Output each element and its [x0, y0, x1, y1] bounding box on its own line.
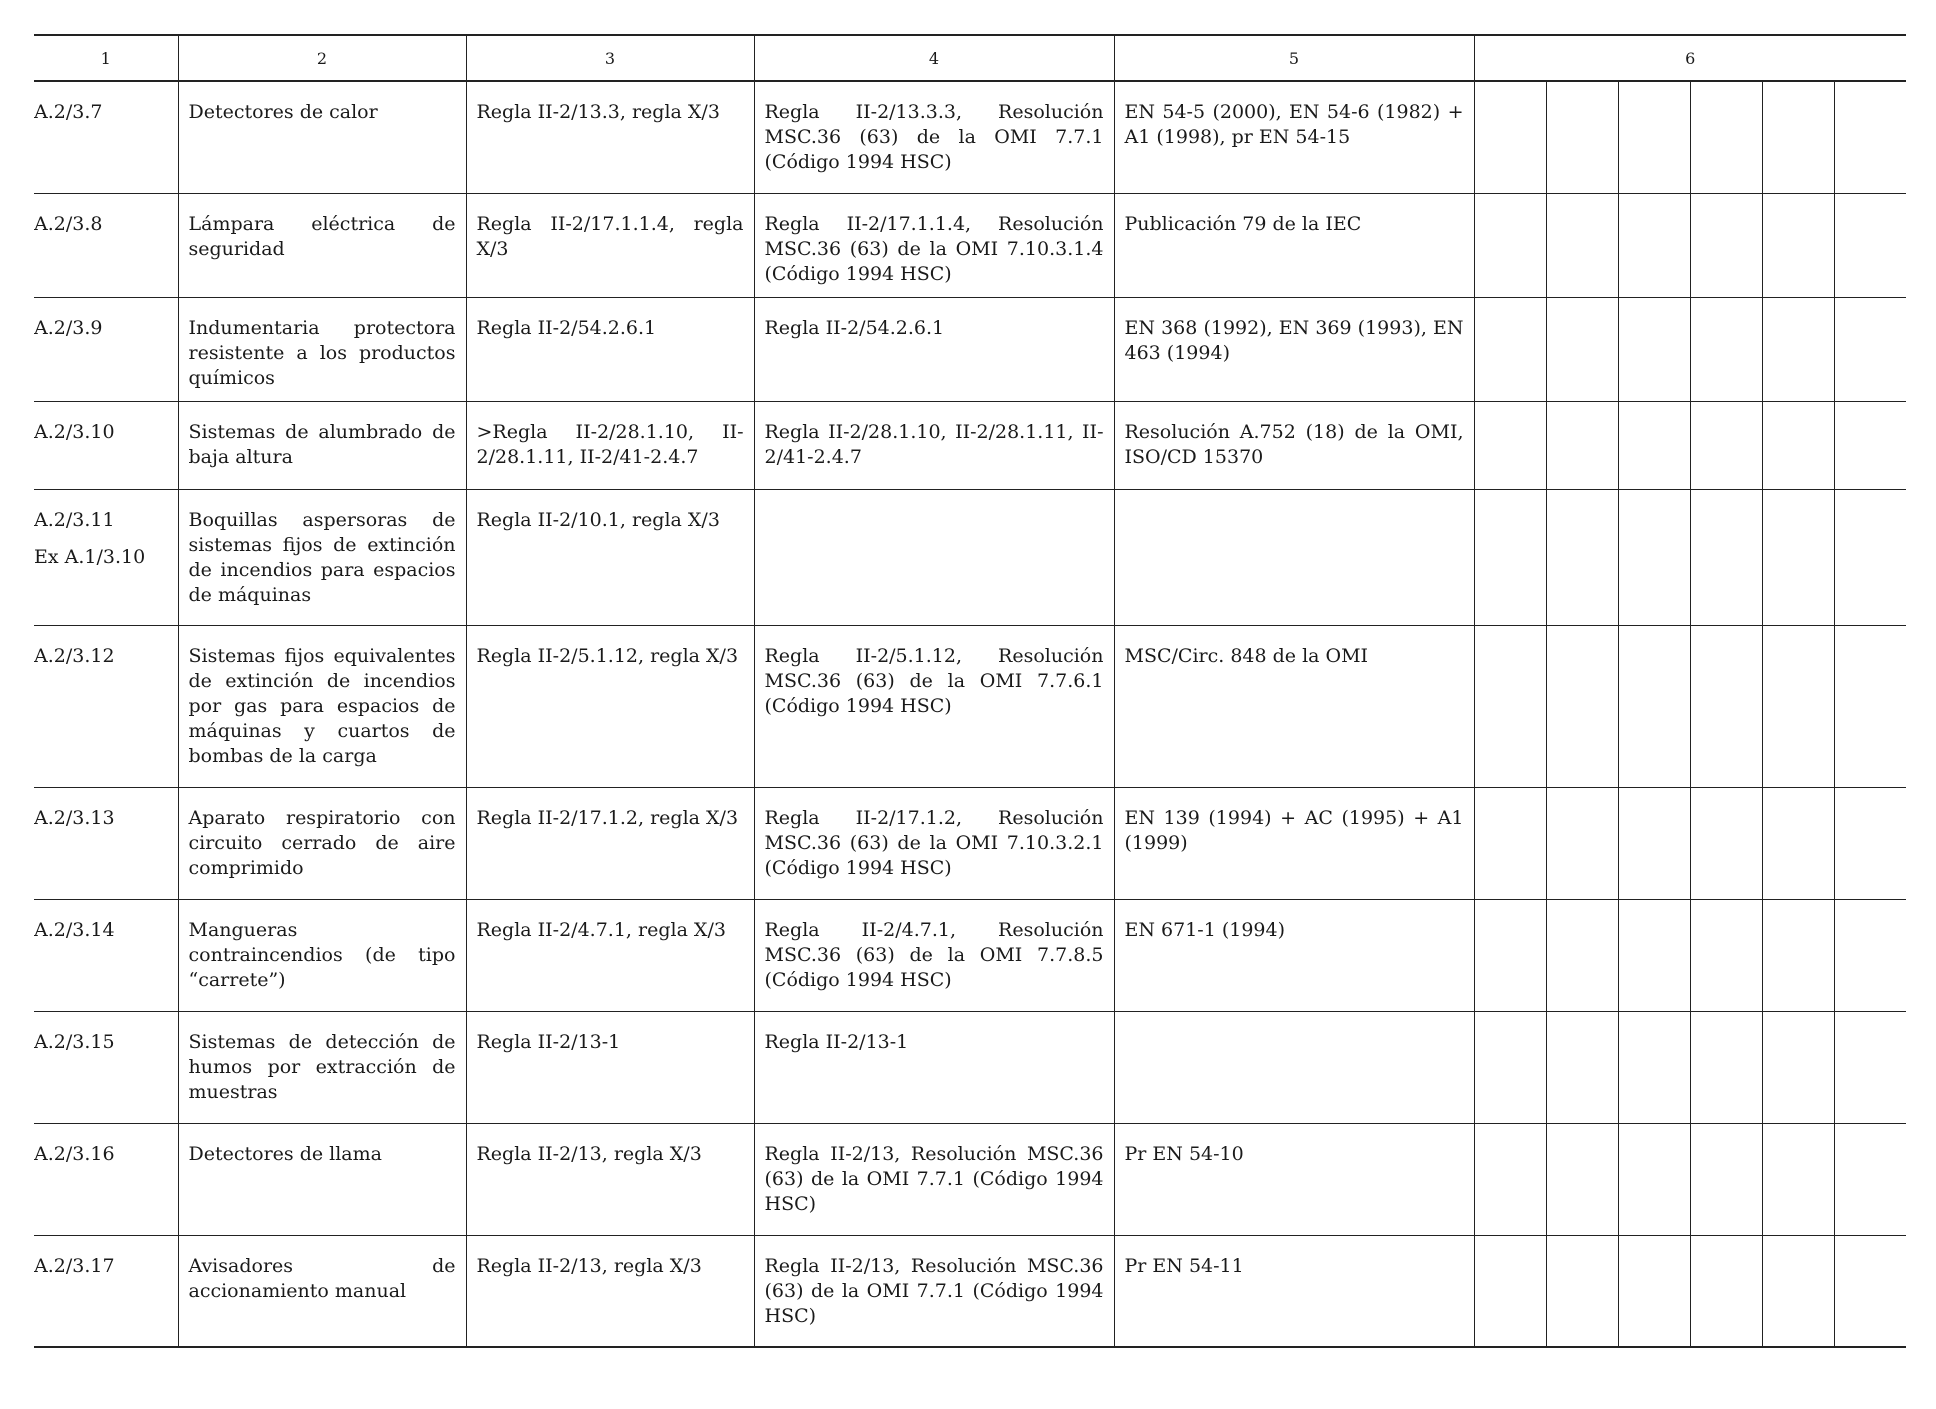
row-regulation-b: Regla II-2/4.7.1, Resolución MSC.36 (63) de la OMI 7.7.8.5 (Código 1994 HSC) — [754, 899, 1114, 1011]
row-item: Sistemas de alumbrado de baja altura — [178, 401, 466, 489]
row-regulation-a: Regla II-2/10.1, regla X/3 — [466, 489, 754, 625]
row-subcolumn-cell — [1834, 489, 1906, 625]
row-regulation-b: Regla II-2/13, Resolución MSC.36 (63) de la OMI 7.7.1 (Código 1994 HSC) — [754, 1235, 1114, 1347]
row-code: A.2/3.7 — [34, 101, 103, 123]
row-code: A.2/3.8 — [34, 212, 103, 235]
row-subcolumn-cell — [1690, 625, 1762, 787]
row-regulation-a: >Regla II-2/28.1.10, II-2/28.1.11, II-2/41-2.4.7 — [466, 401, 754, 489]
row-subcolumn-cell — [1546, 625, 1618, 787]
row-regulation-b: Regla II-2/13.3.3, Resolución MSC.36 (63) de la OMI 7.7.1 (Código 1994 HSC) — [754, 81, 1114, 193]
row-subcolumn-cell — [1474, 1235, 1546, 1347]
row-code: A.2/3.15 — [34, 1030, 115, 1053]
row-subcolumn-cell — [1474, 489, 1546, 625]
row-subcolumn-cell — [1834, 787, 1906, 899]
column-header-1: 1 — [34, 35, 178, 81]
table-row — [34, 297, 1906, 401]
row-regulation-a: Regla II-2/17.1.1.4, regla X/3 — [466, 193, 754, 297]
row-subcolumn-cell — [1546, 1123, 1618, 1235]
row-standards: Pr EN 54-10 — [1114, 1123, 1474, 1235]
row-subcolumn-cell — [1762, 1235, 1834, 1347]
row-subcolumn-cell — [1474, 787, 1546, 899]
row-subcolumn-cell — [1546, 81, 1618, 193]
row-code-cell — [34, 625, 178, 787]
row-subcolumn-cell — [1690, 899, 1762, 1011]
row-code-cell — [34, 81, 178, 193]
row-code-cell — [34, 787, 178, 899]
row-subcolumn-cell — [1546, 297, 1618, 401]
table-row — [34, 1235, 1906, 1347]
row-item: Lámpara eléctrica de seguridad — [178, 193, 466, 297]
equipment-table — [34, 34, 1906, 1348]
column-header-3: 3 — [466, 35, 754, 81]
row-standards: EN 368 (1992), EN 369 (1993), EN 463 (1994) — [1114, 297, 1474, 401]
table-row — [34, 401, 1906, 489]
row-standards: Pr EN 54-11 — [1114, 1235, 1474, 1347]
row-subcolumn-cell — [1690, 489, 1762, 625]
row-regulation-a: Regla II-2/13.3, regla X/3 — [466, 81, 754, 193]
row-subcolumn-cell — [1546, 489, 1618, 625]
row-subcolumn-cell — [1762, 625, 1834, 787]
row-regulation-b: Regla II-2/17.1.2, Resolución MSC.36 (63) de la OMI 7.10.3.2.1 (Código 1994 HSC) — [754, 787, 1114, 899]
row-subcolumn-cell — [1474, 81, 1546, 193]
row-code-cell — [34, 401, 178, 489]
row-regulation-b: Regla II-2/17.1.1.4, Resolución MSC.36 (63) de la OMI 7.10.3.1.4 (Código 1994 HSC) — [754, 193, 1114, 297]
row-subcolumn-cell — [1690, 193, 1762, 297]
row-regulation-b: Regla II-2/5.1.12, Resolución MSC.36 (63) de la OMI 7.7.6.1 (Código 1994 HSC) — [754, 625, 1114, 787]
row-regulation-b: Regla II-2/13, Resolución MSC.36 (63) de la OMI 7.7.1 (Código 1994 HSC) — [754, 1123, 1114, 1235]
row-regulation-a: Regla II-2/17.1.2, regla X/3 — [466, 787, 754, 899]
row-standards — [1114, 1011, 1474, 1123]
row-subcolumn-cell — [1474, 401, 1546, 489]
row-subcolumn-cell — [1618, 297, 1690, 401]
row-regulation-a: Regla II-2/4.7.1, regla X/3 — [466, 899, 754, 1011]
row-regulation-b — [754, 489, 1114, 625]
table-row — [34, 1123, 1906, 1235]
row-subcolumn-cell — [1618, 787, 1690, 899]
row-subcolumn-cell — [1690, 787, 1762, 899]
row-item: Mangueras contraincendios (de tipo “carrete”) — [178, 899, 466, 1011]
row-subcolumn-cell — [1690, 297, 1762, 401]
row-regulation-a: Regla II-2/54.2.6.1 — [466, 297, 754, 401]
row-item: Aparato respiratorio con circuito cerrado de aire comprimido — [178, 787, 466, 899]
row-code-cell — [34, 489, 178, 625]
table-row — [34, 1011, 1906, 1123]
row-standards: EN 139 (1994) + AC (1995) + A1 (1999) — [1114, 787, 1474, 899]
row-item: Avisadores de accionamiento manual — [178, 1235, 466, 1347]
row-subcolumn-cell — [1690, 401, 1762, 489]
row-subcolumn-cell — [1618, 1011, 1690, 1123]
row-subcolumn-cell — [1546, 899, 1618, 1011]
row-regulation-a: Regla II-2/13-1 — [466, 1011, 754, 1123]
table-row — [34, 625, 1906, 787]
row-code: A.2/3.13 — [34, 806, 115, 829]
row-subcolumn-cell — [1762, 1123, 1834, 1235]
row-subcolumn-cell — [1618, 489, 1690, 625]
row-subcolumn-cell — [1834, 899, 1906, 1011]
row-regulation-b: Regla II-2/28.1.10, II-2/28.1.11, II-2/41-2.4.7 — [754, 401, 1114, 489]
table-row — [34, 193, 1906, 297]
row-subcolumn-cell — [1834, 625, 1906, 787]
row-code-cell — [34, 1123, 178, 1235]
row-code-cell — [34, 297, 178, 401]
row-code: A.2/3.16 — [34, 1142, 115, 1165]
row-item: Sistemas fijos equivalentes de extinción de incendios por gas para espacios de máquinas y cuartos de bombas de la carga — [178, 625, 466, 787]
row-code: A.2/3.10 — [34, 420, 115, 443]
row-subcolumn-cell — [1474, 193, 1546, 297]
row-regulation-b: Regla II-2/13-1 — [754, 1011, 1114, 1123]
row-standards: MSC/Circ. 848 de la OMI — [1114, 625, 1474, 787]
row-subcolumn-cell — [1690, 1235, 1762, 1347]
row-standards: Publicación 79 de la IEC — [1114, 193, 1474, 297]
row-subcolumn-cell — [1618, 899, 1690, 1011]
row-code-cell — [34, 899, 178, 1011]
row-code: A.2/3.9 — [34, 316, 103, 339]
column-header-5: 5 — [1114, 35, 1474, 81]
row-code: A.2/3.11 — [34, 508, 115, 531]
row-regulation-a: Regla II-2/13, regla X/3 — [466, 1235, 754, 1347]
row-subcolumn-cell — [1618, 81, 1690, 193]
row-subcolumn-cell — [1618, 193, 1690, 297]
row-subcolumn-cell — [1762, 899, 1834, 1011]
row-regulation-a: Regla II-2/5.1.12, regla X/3 — [466, 625, 754, 787]
row-subcolumn-cell — [1690, 1011, 1762, 1123]
row-standards: EN 671-1 (1994) — [1114, 899, 1474, 1011]
row-code: A.2/3.14 — [34, 918, 115, 941]
row-regulation-b: Regla II-2/54.2.6.1 — [754, 297, 1114, 401]
row-subcolumn-cell — [1474, 899, 1546, 1011]
row-subcolumn-cell — [1834, 1011, 1906, 1123]
row-subcolumn-cell — [1762, 297, 1834, 401]
row-subcolumn-cell — [1546, 401, 1618, 489]
table-row — [34, 787, 1906, 899]
row-item: Indumentaria protectora resistente a los productos químicos — [178, 297, 466, 401]
row-subcolumn-cell — [1690, 1123, 1762, 1235]
row-subcolumn-cell — [1762, 193, 1834, 297]
row-code: A.2/3.12 — [34, 644, 115, 667]
row-code-cell — [34, 1011, 178, 1123]
row-code-cell — [34, 193, 178, 297]
row-subcolumn-cell — [1834, 81, 1906, 193]
row-subcolumn-cell — [1546, 1235, 1618, 1347]
row-item: Sistemas de detección de humos por extracción de muestras — [178, 1011, 466, 1123]
row-subcolumn-cell — [1834, 297, 1906, 401]
equipment-table-container — [34, 34, 1906, 1348]
row-regulation-a: Regla II-2/13, regla X/3 — [466, 1123, 754, 1235]
row-subcolumn-cell — [1834, 193, 1906, 297]
row-subcolumn-cell — [1762, 81, 1834, 193]
row-code-cell — [34, 1235, 178, 1347]
row-subcolumn-cell — [1690, 81, 1762, 193]
row-item: Boquillas aspersoras de sistemas fijos de extinción de incendios para espacios de máquinas — [178, 489, 466, 625]
table-header-row — [34, 35, 1906, 81]
row-standards: Resolución A.752 (18) de la OMI, ISO/CD 15370 — [1114, 401, 1474, 489]
row-subcolumn-cell — [1474, 1011, 1546, 1123]
row-subcolumn-cell — [1474, 1123, 1546, 1235]
table-row — [34, 81, 1906, 193]
column-header-6: 6 — [1474, 35, 1906, 81]
row-subcolumn-cell — [1546, 1011, 1618, 1123]
row-subcolumn-cell — [1618, 625, 1690, 787]
row-subcolumn-cell — [1762, 787, 1834, 899]
table-row — [34, 489, 1906, 625]
row-subcolumn-cell — [1474, 297, 1546, 401]
column-header-4: 4 — [754, 35, 1114, 81]
column-header-2: 2 — [178, 35, 466, 81]
row-subcolumn-cell — [1834, 401, 1906, 489]
row-item: Detectores de llama — [178, 1123, 466, 1235]
row-subcolumn-cell — [1762, 489, 1834, 625]
row-subcolumn-cell — [1546, 787, 1618, 899]
table-row — [34, 899, 1906, 1011]
row-subcolumn-cell — [1618, 401, 1690, 489]
row-item: Detectores de calor — [178, 81, 466, 193]
row-standards — [1114, 489, 1474, 625]
row-subcolumn-cell — [1618, 1235, 1690, 1347]
row-subcolumn-cell — [1762, 1011, 1834, 1123]
table-body — [34, 81, 1906, 1347]
row-standards: EN 54-5 (2000), EN 54-6 (1982) + A1 (1998), pr EN 54-15 — [1114, 81, 1474, 193]
row-code-extra: Ex A.1/3.10 — [34, 545, 146, 568]
row-subcolumn-cell — [1474, 625, 1546, 787]
row-subcolumn-cell — [1762, 401, 1834, 489]
row-subcolumn-cell — [1834, 1123, 1906, 1235]
row-code: A.2/3.17 — [34, 1254, 115, 1277]
row-subcolumn-cell — [1618, 1123, 1690, 1235]
row-subcolumn-cell — [1546, 193, 1618, 297]
row-subcolumn-cell — [1834, 1235, 1906, 1347]
